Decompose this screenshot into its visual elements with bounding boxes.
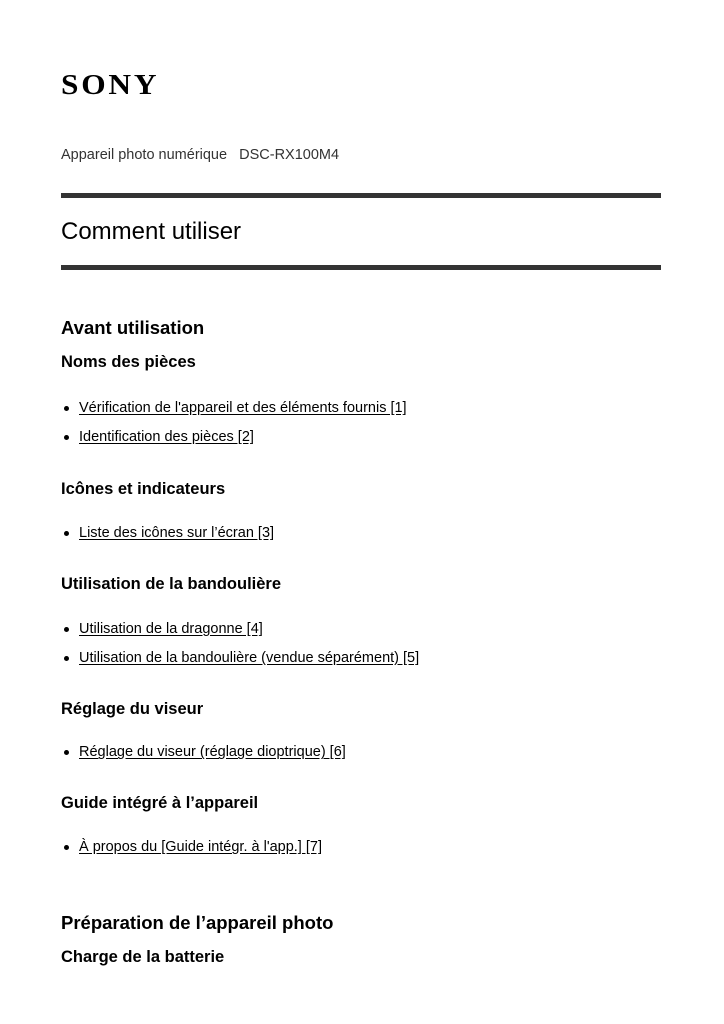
page-title: Comment utiliser (61, 218, 242, 245)
brand-logo: SONY (61, 70, 160, 101)
subsection-title: Utilisation de la bandoulière (61, 574, 282, 593)
topic-link[interactable]: Identification des pièces [2] (79, 428, 254, 445)
list-item (61, 428, 661, 446)
divider-top (61, 193, 661, 198)
list-item (61, 399, 661, 417)
topic-link[interactable]: Réglage du viseur (réglage dioptrique) [6] (79, 744, 346, 761)
bullet-icon (64, 656, 69, 661)
list-item (61, 838, 661, 856)
subsection-title: Guide intégré à l’appareil (61, 794, 259, 813)
topic-list (61, 743, 661, 761)
subsection-title: Réglage du viseur (61, 699, 204, 718)
bullet-icon (64, 435, 69, 440)
subsection-title: Noms des pièces (61, 353, 196, 372)
bullet-icon (64, 845, 69, 850)
product-subtitle: Appareil photo numérique DSC-RX100M4 (61, 147, 340, 163)
topic-list (61, 399, 661, 446)
topic-link[interactable]: Utilisation de la bandoulière (vendue séparément) [5] (79, 649, 420, 666)
contents (61, 317, 661, 968)
topic-link[interactable]: Utilisation de la dragonne [4] (79, 620, 263, 637)
bullet-icon (64, 627, 69, 632)
bullet-icon (64, 406, 69, 411)
divider-bottom (61, 265, 661, 270)
topic-list (61, 524, 661, 542)
section-title: Avant utilisation (61, 317, 205, 338)
bullet-icon (64, 750, 69, 755)
topic-link[interactable]: Vérification de l'appareil et des éléments fournis [1] (79, 399, 407, 416)
subsection-title: Icônes et indicateurs (61, 479, 226, 498)
topic-link[interactable]: Liste des icônes sur l’écran [3] (79, 524, 275, 541)
list-item (61, 649, 661, 667)
bullet-icon (64, 531, 69, 536)
list-item (61, 620, 661, 638)
topic-list (61, 620, 661, 667)
topic-link[interactable]: À propos du [Guide intégr. à l'app.] [7] (79, 839, 322, 856)
list-item (61, 524, 661, 542)
list-item (61, 743, 661, 761)
topic-list (61, 838, 661, 856)
section-title: Préparation de l’appareil photo (61, 912, 334, 934)
subsection-title: Charge de la batterie (61, 948, 225, 967)
